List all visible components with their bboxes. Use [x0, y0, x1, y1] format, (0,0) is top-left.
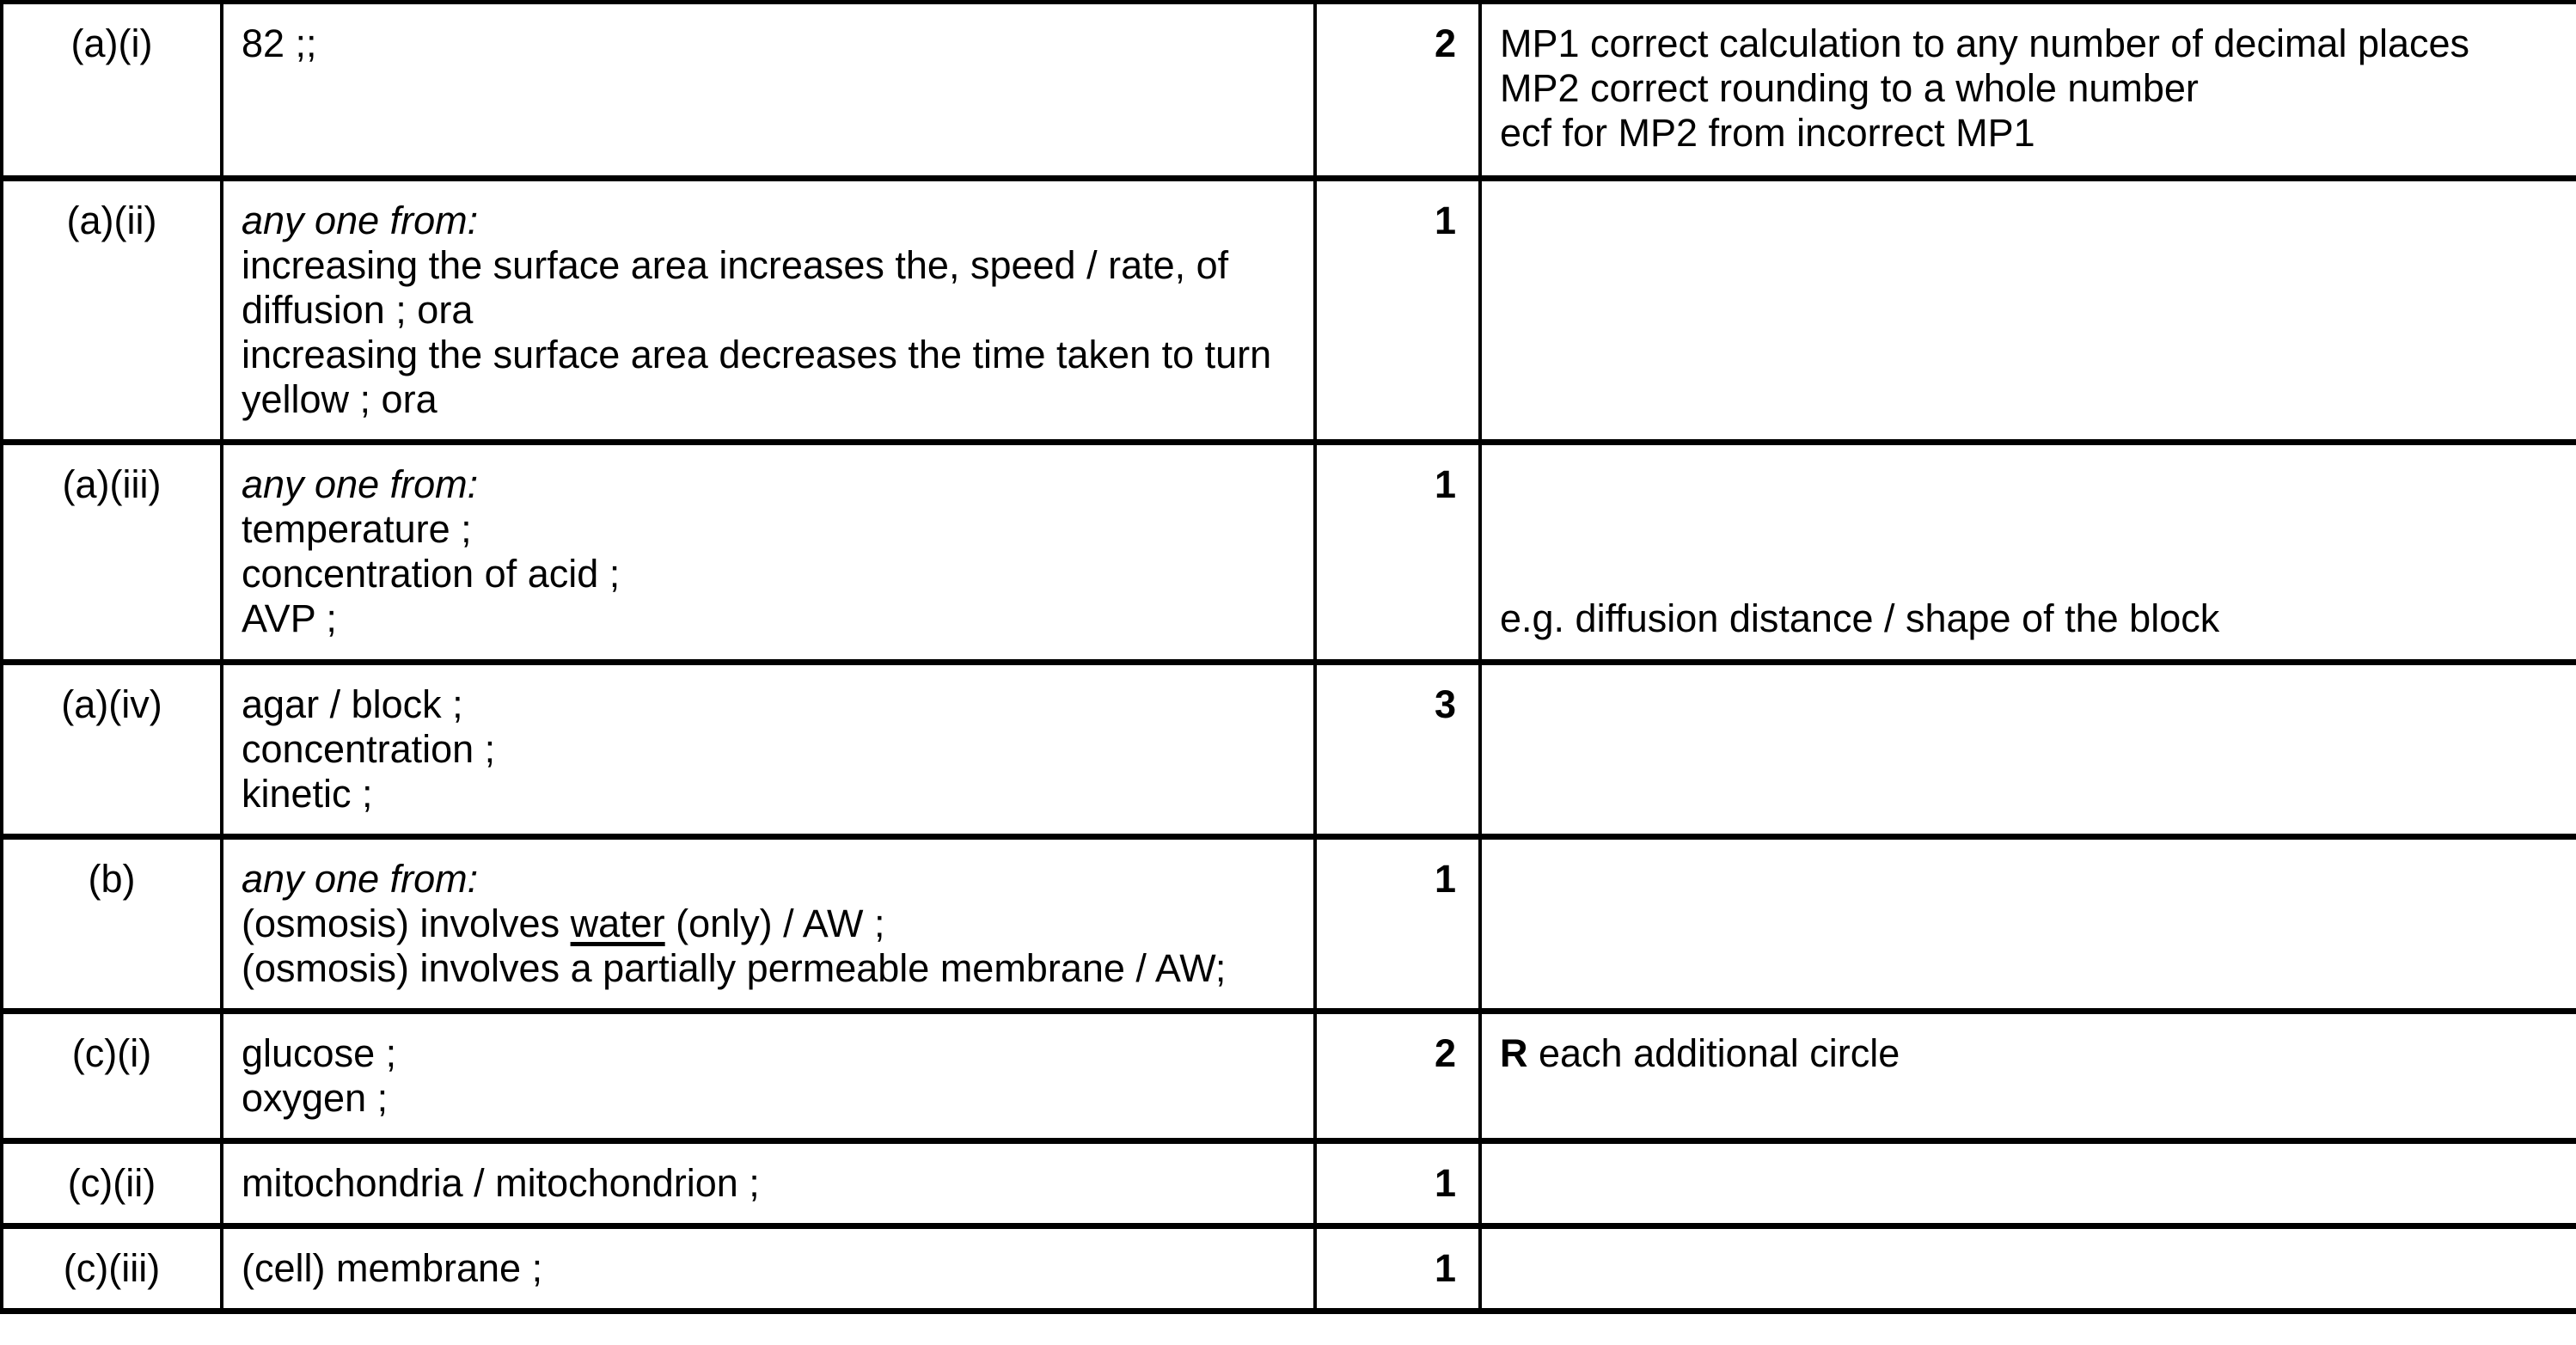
question-label: (c)(i): [71, 1031, 152, 1075]
answer-line: AVP ;: [242, 596, 337, 640]
guidance-cell: [1480, 3, 2576, 179]
answer-line: concentration ;: [242, 727, 496, 771]
answer-cell: [222, 1141, 1315, 1226]
answer-line: concentration of acid ;: [242, 552, 621, 596]
guidance-text-segment: each additional circle: [1527, 1031, 1900, 1075]
marks-value: 1: [1434, 1246, 1456, 1290]
answer-line: agar / block ;: [242, 682, 463, 726]
mark-scheme-row: [2, 1141, 2576, 1226]
answer-text-segment: (only) / AW ;: [664, 902, 885, 945]
question-label: (a)(i): [70, 21, 153, 65]
marks-value: 1: [1434, 857, 1456, 901]
guidance-cell: [1480, 1012, 2576, 1141]
answer-line: (osmosis) involves a partially permeable membrane / AW;: [242, 946, 1227, 990]
mark-scheme-row: [2, 443, 2576, 663]
question-label: (c)(ii): [67, 1161, 156, 1205]
reject-marker: R: [1500, 1031, 1528, 1075]
mark-scheme-row: [2, 3, 2576, 179]
guidance-line: [1500, 1031, 2561, 1076]
question-label: (a)(ii): [66, 199, 157, 242]
question-cell: [2, 179, 222, 443]
answer-line: diffusion ; ora: [242, 288, 474, 332]
marks-cell: [1315, 1226, 1480, 1311]
underlined-term: water: [570, 902, 665, 945]
marks-value: 1: [1434, 199, 1456, 242]
answer-cell: [222, 1226, 1315, 1311]
answer-cell: [222, 443, 1315, 663]
answer-line: (cell) membrane ;: [242, 1246, 543, 1290]
answer-line: increasing the surface area increases the, speed / rate, of: [242, 243, 1229, 287]
question-cell: [2, 443, 222, 663]
question-cell: [2, 1141, 222, 1226]
marks-cell: [1315, 663, 1480, 837]
mark-scheme-row: [2, 663, 2576, 837]
answer-cell: [222, 663, 1315, 837]
marks-cell: [1315, 443, 1480, 663]
marks-cell: [1315, 837, 1480, 1012]
marks-value: 2: [1434, 1031, 1456, 1075]
guidance-line: MP2 correct rounding to a whole number: [1500, 66, 2199, 110]
guidance-cell: [1480, 663, 2576, 837]
question-label: (b): [88, 857, 136, 901]
answer-cell: [222, 3, 1315, 179]
answer-text-segment: (osmosis) involves: [242, 902, 571, 945]
guidance-line: e.g. diffusion distance / shape of the block: [1500, 596, 2220, 640]
guidance-cell: [1480, 1141, 2576, 1226]
any-one-from-label: any one from:: [242, 462, 479, 506]
answer-line: temperature ;: [242, 507, 472, 551]
question-label: (a)(iv): [61, 682, 162, 726]
answer-line: increasing the surface area decreases the time taken to turn: [242, 333, 1272, 376]
question-cell: [2, 3, 222, 179]
question-label: (a)(iii): [62, 462, 162, 506]
answer-line: mitochondria / mitochondrion ;: [242, 1161, 760, 1205]
guidance-line: MP1 correct calculation to any number of decimal places: [1500, 21, 2470, 65]
marks-value: 2: [1434, 21, 1456, 65]
question-cell: [2, 837, 222, 1012]
guidance-cell: [1480, 179, 2576, 443]
marks-value: 3: [1434, 682, 1456, 726]
guidance-line: ecf for MP2 from incorrect MP1: [1500, 111, 2035, 155]
question-cell: [2, 1012, 222, 1141]
guidance-cell: [1480, 1226, 2576, 1311]
question-label: (c)(iii): [63, 1246, 161, 1290]
answer-line: oxygen ;: [242, 1076, 389, 1120]
mark-scheme-row: [2, 1012, 2576, 1141]
answer-line: kinetic ;: [242, 772, 373, 816]
any-one-from-label: any one from:: [242, 199, 479, 242]
answer-cell: [222, 179, 1315, 443]
answer-line: [242, 902, 1298, 946]
marks-cell: [1315, 3, 1480, 179]
mark-scheme-row: [2, 179, 2576, 443]
marks-cell: [1315, 1012, 1480, 1141]
answer-line: 82 ;;: [242, 21, 317, 65]
marks-cell: [1315, 179, 1480, 443]
question-cell: [2, 1226, 222, 1311]
any-one-from-label: any one from:: [242, 857, 479, 901]
guidance-cell: [1480, 837, 2576, 1012]
answer-cell: [222, 837, 1315, 1012]
answer-line: yellow ; ora: [242, 377, 437, 421]
answer-cell: [222, 1012, 1315, 1141]
marks-value: 1: [1434, 462, 1456, 506]
marks-value: 1: [1434, 1161, 1456, 1205]
question-cell: [2, 663, 222, 837]
marks-cell: [1315, 1141, 1480, 1226]
mark-scheme-row: [2, 1226, 2576, 1311]
guidance-cell: [1480, 443, 2576, 663]
answer-line: glucose ;: [242, 1031, 397, 1075]
mark-scheme-row: [2, 837, 2576, 1012]
